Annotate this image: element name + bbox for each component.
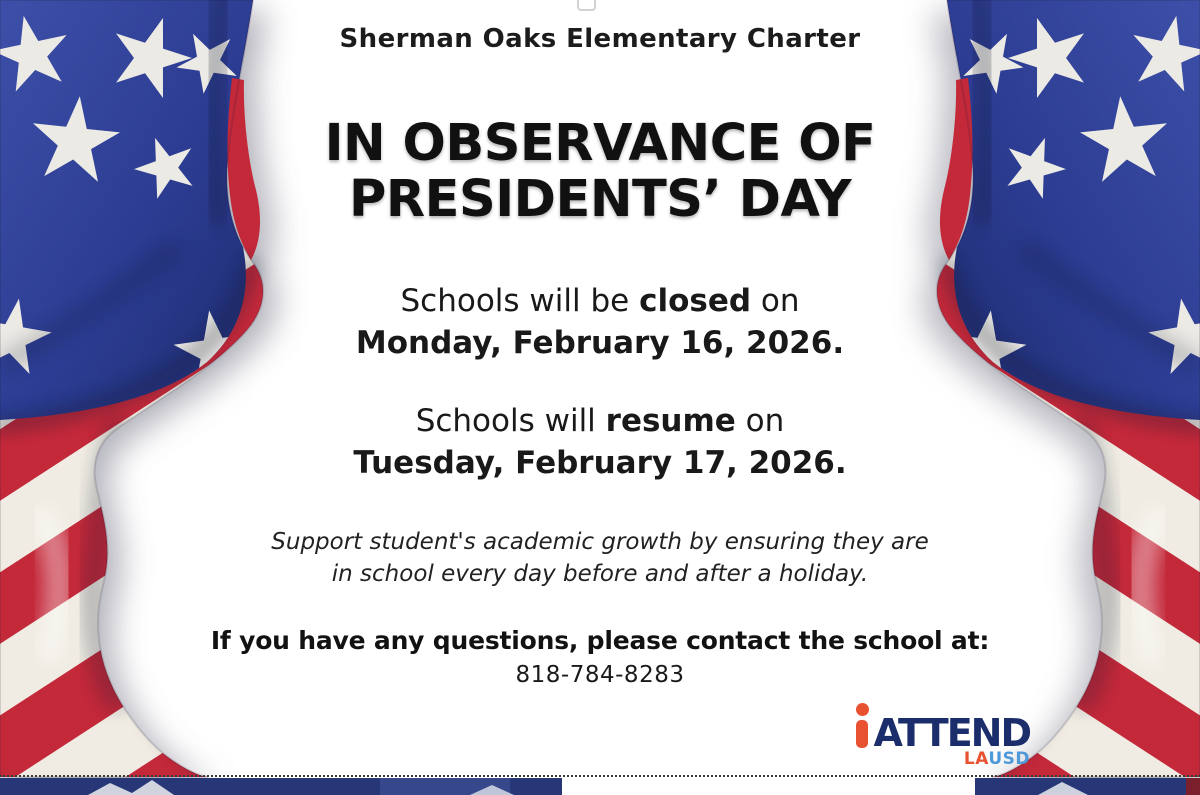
logo-i-stem xyxy=(856,720,868,748)
flyer-title-line1: IN OBSERVANCE OF xyxy=(324,114,876,173)
closed-post: on xyxy=(751,283,800,319)
closed-date: Monday, February 16, 2026. xyxy=(355,325,845,362)
contact-label: If you have any questions, please contact the school at: xyxy=(210,626,990,655)
resume-line xyxy=(90,400,1110,442)
attendance-note-line2: in school every day before and after a holiday. xyxy=(331,560,869,587)
bottom-flag-strip xyxy=(0,778,1200,795)
closed-pre: Schools will be xyxy=(400,283,640,319)
contact-phone: 818-784-8283 xyxy=(515,662,685,688)
closed-paragraph xyxy=(90,280,1110,364)
attendance-note-line1: Support student's academic growth by ensuring they are xyxy=(271,529,929,555)
attendance-note xyxy=(90,527,1110,590)
resume-post: on xyxy=(735,403,785,439)
logo-i-dot xyxy=(856,703,869,716)
closed-line xyxy=(90,280,1110,322)
iattend-logo-row xyxy=(856,703,1030,755)
logo-la: LA xyxy=(963,749,989,769)
logo-lausd-text xyxy=(964,751,1030,768)
school-name: Sherman Oaks Elementary Charter xyxy=(339,24,861,54)
top-crop-handle xyxy=(577,0,596,11)
flyer-title xyxy=(90,116,1110,227)
logo-i-glyph xyxy=(856,703,869,749)
iattend-lausd-logo xyxy=(856,703,1030,768)
logo-attend-text: ATTEND xyxy=(873,710,1030,755)
resume-paragraph xyxy=(90,400,1110,484)
resume-pre: Schools will xyxy=(415,403,606,439)
logo-usd: USD xyxy=(988,749,1030,769)
flyer-title-line2: PRESIDENTS’ DAY xyxy=(348,169,852,229)
resume-bold: resume xyxy=(605,403,736,439)
closed-bold: closed xyxy=(639,283,752,319)
resume-date: Tuesday, February 17, 2026. xyxy=(353,445,847,482)
stitch-dotted-line xyxy=(0,775,1200,777)
